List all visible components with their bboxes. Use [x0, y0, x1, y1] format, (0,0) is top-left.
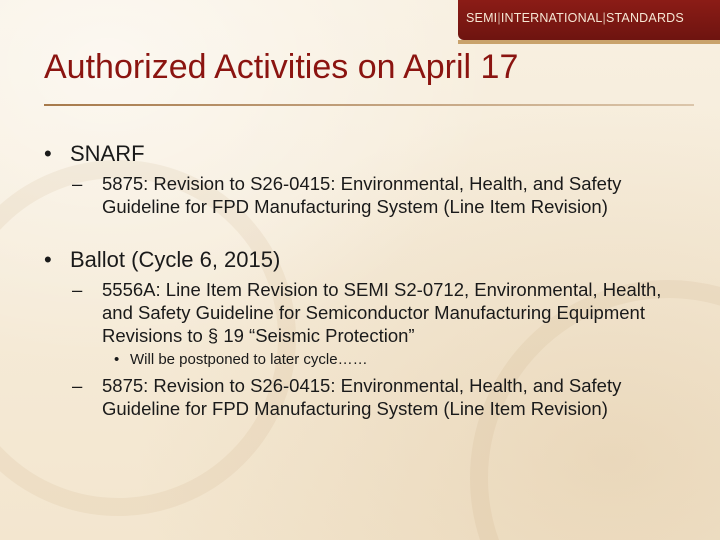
list-item: [44, 172, 684, 218]
dash-icon: –: [72, 375, 83, 396]
bullet-icon: •: [114, 351, 120, 368]
brand-international: INTERNATIONAL: [500, 11, 603, 25]
title-divider: [44, 104, 694, 106]
brand-logo: SEMI|INTERNATIONAL|STANDARDS: [466, 11, 684, 25]
list-item-text: 5875: Revision to S26-0415: Environmental, Health, and Safety Guideline for FPD Manufacturing System (Line Item Revision): [102, 375, 622, 419]
list-item-text: 5556A: Line Item Revision to SEMI S2-0712, Environmental, Health, and Safety Guideline for Semiconductor Manufacturing Equipment Revisions to § 19 “Seismic Protection”: [102, 279, 662, 346]
section-label: Ballot (Cycle 6, 2015): [70, 247, 281, 272]
section-ballot: [44, 246, 684, 273]
brand-semi: SEMI: [466, 11, 498, 25]
dash-icon: –: [72, 279, 83, 300]
header-banner-accent: [458, 40, 720, 44]
bullet-icon: •: [44, 141, 52, 166]
page-title: Authorized Activities on April 17: [44, 48, 519, 86]
bullet-icon: •: [44, 247, 52, 272]
sub-list-item: [44, 351, 684, 369]
section-snarf: [44, 140, 684, 167]
list-item-text: 5875: Revision to S26-0415: Environmental, Health, and Safety Guideline for FPD Manufacturing System (Line Item Revision): [102, 173, 622, 217]
section-label: SNARF: [70, 141, 145, 166]
list-item: [44, 278, 684, 347]
list-item: [44, 374, 684, 420]
sub-list-item-text: Will be postponed to later cycle……: [130, 351, 368, 368]
brand-standards: STANDARDS: [605, 11, 684, 25]
slide-content: [44, 140, 684, 424]
dash-icon: –: [72, 173, 83, 194]
